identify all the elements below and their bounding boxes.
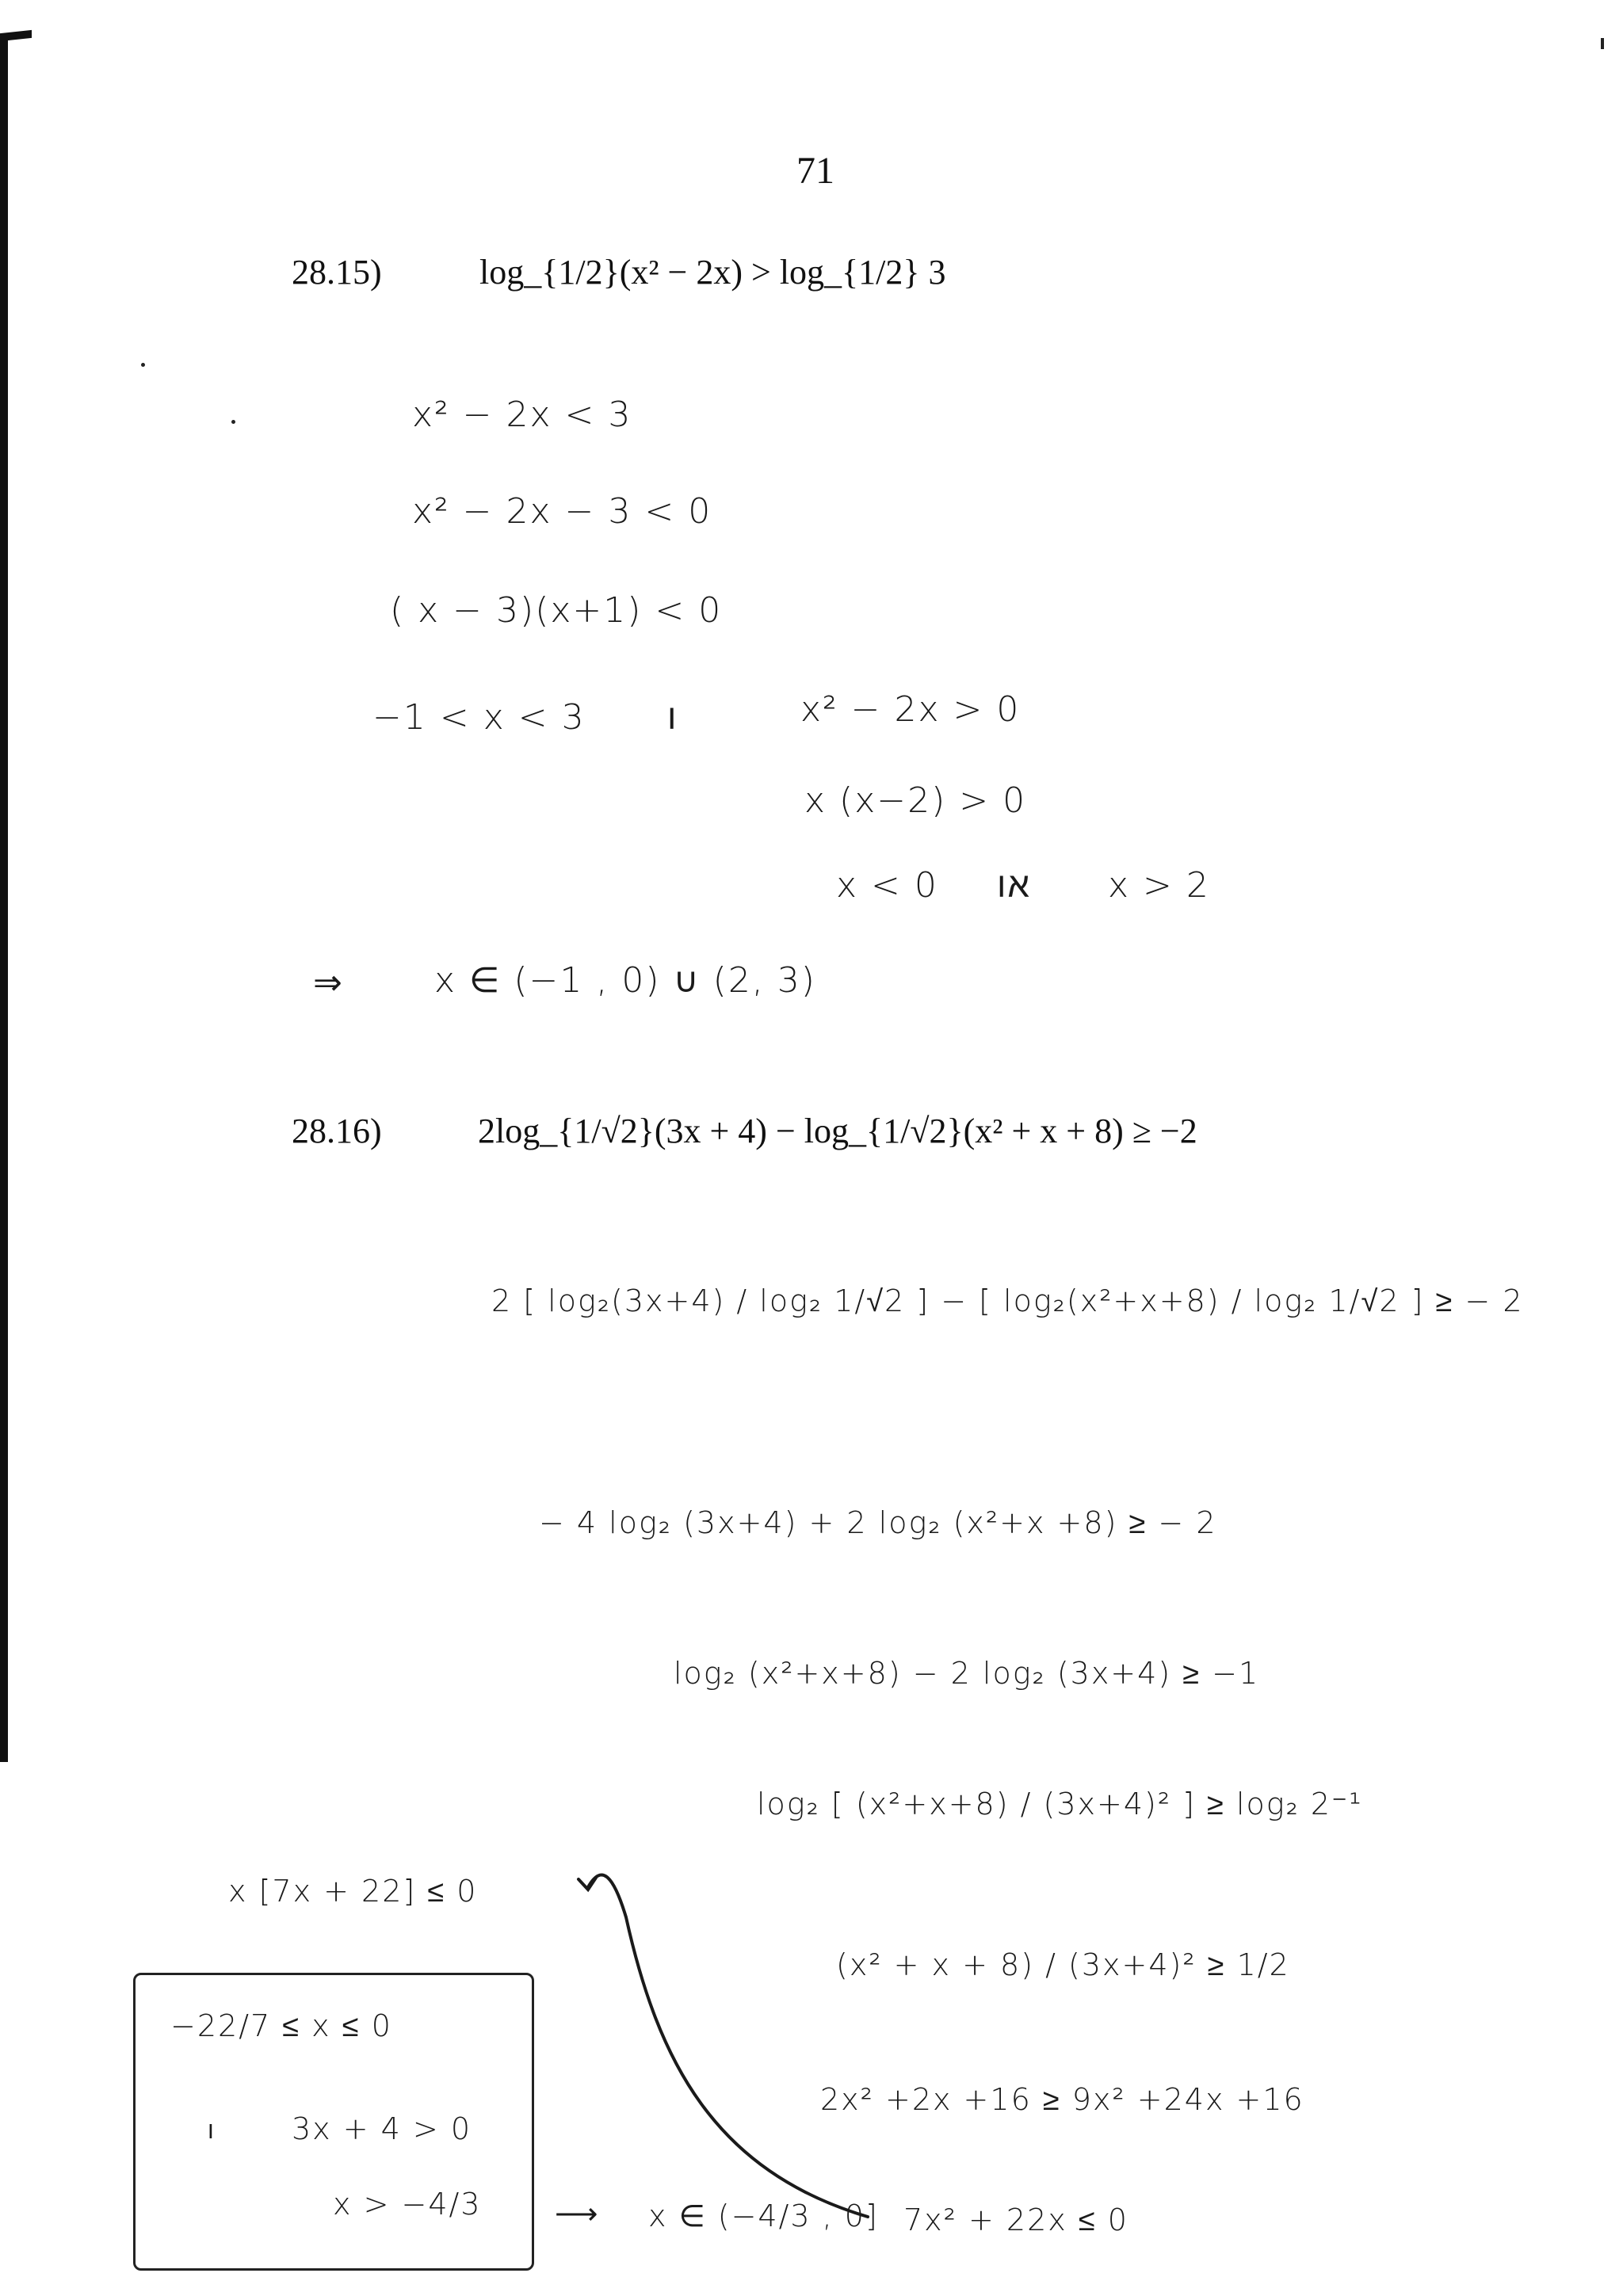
handwritten-step: ( x − 3)(x+1) < 0: [390, 590, 723, 631]
handwritten-step: x² − 2x − 3 < 0: [412, 491, 712, 532]
page-number: 71: [796, 150, 834, 192]
handwritten-conjunction: או: [997, 865, 1032, 906]
handwritten-step: (x² + x + 8) / (3x+4)² ≥ 1/2: [836, 1947, 1290, 1982]
handwritten-step: log₂ (x²+x+8) − 2 log₂ (3x+4) ≥ −1: [674, 1656, 1260, 1691]
problem-statement: log_{1/2}(x² − 2x) > log_{1/2} 3: [479, 253, 946, 292]
handwritten-step: −22/7 ≤ x ≤ 0: [170, 2008, 392, 2043]
implies-arrow: ⇒: [313, 963, 344, 1003]
handwritten-step: x² − 2x < 3: [412, 395, 632, 435]
handwritten-step: x² − 2x > 0: [800, 689, 1021, 730]
handwritten-step: x > 2: [1108, 865, 1210, 906]
problem-number: 28.15): [292, 253, 382, 292]
handwritten-step: x [7x + 22] ≤ 0: [228, 1874, 478, 1909]
handwritten-answer: x ∈ (−4/3 , 0]: [648, 2199, 879, 2233]
handwritten-step: −1 < x < 3: [372, 697, 586, 738]
handwritten-answer: x ∈ (−1 , 0) ∪ (2, 3): [434, 960, 816, 1001]
problem-statement: 2log_{1/√2}(3x + 4) − log_{1/√2}(x² + x + 8) ≥ −2: [478, 1112, 1197, 1150]
problem-number: 28.16): [292, 1112, 382, 1150]
handwritten-conjunction: ו: [208, 2117, 216, 2145]
handwritten-step: x (x−2) > 0: [804, 780, 1027, 821]
handwritten-step: 3x + 4 > 0: [292, 2111, 472, 2146]
handwritten-step: log₂ [ (x²+x+8) / (3x+4)² ] ≥ log₂ 2⁻¹: [757, 1787, 1363, 1821]
handwritten-step: 7x² + 22x ≤ 0: [903, 2203, 1128, 2237]
handwritten-step: x > −4/3: [333, 2187, 482, 2222]
handwritten-step: 2 [ log₂(3x+4) / log₂ 1/√2 ] − [ log₂(x²+x+8) / log₂ 1/√2 ] ≥ − 2: [491, 1283, 1524, 1318]
handwritten-step: 2x² +2x +16 ≥ 9x² +24x +16: [820, 2082, 1304, 2117]
handwritten-step: x < 0: [836, 865, 938, 906]
arrow-to-answer: ⟶: [555, 2196, 600, 2231]
handwritten-step: − 4 log₂ (3x+4) + 2 log₂ (x²+x +8) ≥ − 2: [539, 1505, 1217, 1540]
handwritten-conjunction: ו: [667, 697, 678, 738]
